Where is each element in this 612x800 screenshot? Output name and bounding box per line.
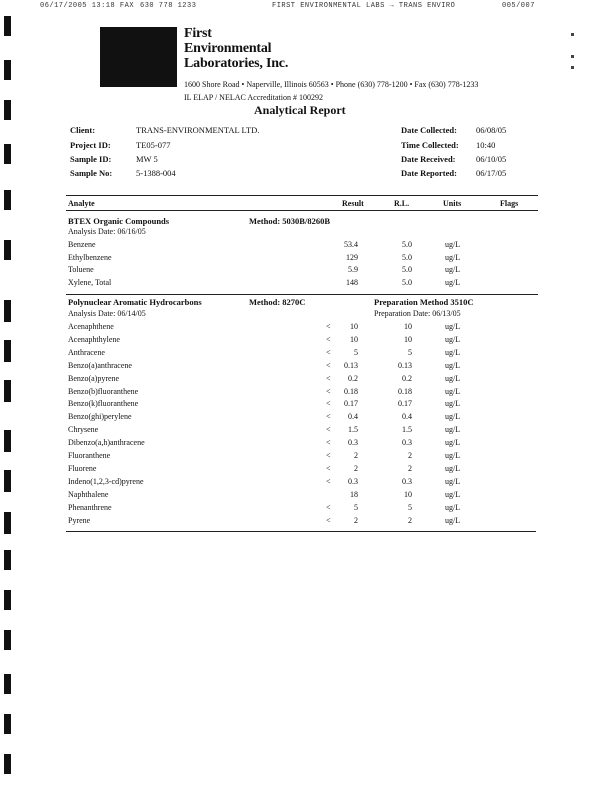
table-row (0, 412, 612, 424)
fax-sender: FIRST ENVIRONMENTAL LABS → TRANS ENVIRO (272, 2, 456, 10)
units-cell: ug/L (445, 347, 461, 357)
result-cell: 2 (354, 515, 358, 525)
analyte-cell: Acenaphthene (68, 322, 114, 331)
qualifier-cell: < (326, 412, 331, 422)
rl-cell: 5.0 (402, 252, 412, 262)
qualifier-cell: < (326, 322, 331, 331)
analyte-cell: Acenaphthylene (68, 334, 120, 344)
units-cell: ug/L (445, 373, 461, 383)
rl-cell: 0.3 (402, 476, 412, 486)
rl-cell: 0.17 (398, 399, 412, 409)
col-analyte: Analyte (68, 199, 95, 208)
table-row (0, 265, 612, 277)
units-cell: ug/L (445, 463, 461, 473)
units-cell: ug/L (445, 425, 461, 435)
lab-name-line1: First (184, 26, 212, 41)
lab-name-line3: Laboratories, Inc. (184, 56, 289, 71)
result-cell: 2 (354, 451, 358, 460)
section-divider (66, 294, 538, 295)
qualifier-cell: < (326, 386, 331, 396)
analyte-cell: Fluoranthene (68, 451, 111, 460)
rl-cell: 2 (408, 463, 412, 473)
analyte-cell: Dibenzo(a,h)anthracene (68, 438, 145, 448)
col-flags: Flags (500, 199, 519, 208)
lab-name-line2: Environmental (184, 41, 272, 56)
units-cell: ug/L (445, 489, 461, 499)
table-row (0, 278, 612, 290)
analyte-cell: Toluene (68, 265, 94, 275)
qualifier-cell: < (326, 334, 331, 344)
table-bottom-rule (66, 531, 536, 532)
table-row (0, 477, 612, 489)
lab-name (184, 26, 288, 71)
result-cell: 0.3 (348, 438, 358, 448)
result-cell: 129 (346, 252, 358, 262)
table-row (0, 438, 612, 450)
analyte-cell: Indeno(1,2,3-cd)pyrene (68, 476, 144, 486)
qualifier-cell: < (326, 502, 331, 512)
rl-cell: 2 (408, 515, 412, 525)
qualifier-cell: < (326, 360, 331, 370)
result-cell: 18 (350, 489, 358, 499)
units-cell: ug/L (445, 278, 461, 288)
units-cell: ug/L (445, 412, 461, 422)
client-value: TRANS-ENVIRONMENTAL LTD. (136, 125, 260, 135)
rl-cell: 5.0 (402, 265, 412, 275)
rl-cell: 10 (404, 334, 412, 344)
result-cell: 0.3 (348, 476, 358, 486)
rl-cell: 2 (408, 451, 412, 460)
qualifier-cell: < (326, 347, 331, 357)
btex-title: BTEX Organic Compounds (68, 216, 170, 226)
table-row (0, 348, 612, 360)
qualifier-cell: < (326, 451, 331, 460)
time-collected-label: Time Collected: (401, 140, 459, 150)
rl-cell: 10 (404, 489, 412, 499)
rl-cell: 5.0 (402, 240, 412, 249)
date-reported-value: 06/17/05 (476, 168, 507, 178)
project-value: TE05-077 (136, 140, 171, 150)
result-cell: 53.4 (344, 240, 358, 249)
table-row (0, 516, 612, 528)
rl-cell: 0.3 (402, 438, 412, 448)
units-cell: ug/L (445, 515, 461, 525)
analyte-cell: Ethylbenzene (68, 252, 112, 262)
analyte-cell: Anthracene (68, 347, 105, 357)
date-collected-value: 06/08/05 (476, 125, 507, 135)
pah-title: Polynuclear Aromatic Hydrocarbons (68, 297, 202, 307)
table-row (0, 322, 612, 334)
qualifier-cell: < (326, 476, 331, 486)
result-cell: 0.4 (348, 412, 358, 422)
rl-cell: 10 (404, 322, 412, 331)
qualifier-cell: < (326, 425, 331, 435)
sample-id-label: Sample ID: (70, 154, 112, 164)
result-cell: 0.2 (348, 373, 358, 383)
table-row (0, 425, 612, 437)
table-row (0, 387, 612, 399)
analyte-cell: Fluorene (68, 463, 97, 473)
qualifier-cell: < (326, 373, 331, 383)
pah-prep-date: Preparation Date: 06/13/05 (374, 309, 461, 318)
project-label: Project ID: (70, 140, 111, 150)
result-cell: 5 (354, 502, 358, 512)
qualifier-cell: < (326, 438, 331, 448)
qualifier-cell: < (326, 399, 331, 409)
header-bottom-rule (66, 210, 538, 211)
analyte-cell: Xylene, Total (68, 278, 112, 288)
rl-cell: 5 (408, 502, 412, 512)
table-row (0, 503, 612, 515)
rl-cell: 5 (408, 347, 412, 357)
result-cell: 10 (350, 322, 358, 331)
units-cell: ug/L (445, 399, 461, 409)
header-top-rule (66, 195, 538, 196)
units-cell: ug/L (445, 476, 461, 486)
client-label: Client: (70, 125, 96, 135)
table-row (0, 399, 612, 411)
btex-analysis-date: Analysis Date: 06/16/05 (68, 227, 146, 236)
pah-method: Method: 8270C (249, 297, 306, 307)
rl-cell: 0.2 (402, 373, 412, 383)
result-cell: 10 (350, 334, 358, 344)
col-units: Units (443, 199, 462, 208)
sample-no-value: 5-1388-004 (136, 168, 176, 178)
col-result: Result (342, 199, 364, 208)
col-rl: R.L. (394, 199, 410, 208)
table-row (0, 253, 612, 265)
btex-method: Method: 5030B/8260B (249, 216, 330, 226)
sample-no-label: Sample No: (70, 168, 113, 178)
units-cell: ug/L (445, 252, 461, 262)
rl-cell: 1.5 (402, 425, 412, 435)
table-row (0, 240, 612, 252)
result-cell: 148 (346, 278, 358, 288)
units-cell: ug/L (445, 265, 461, 275)
table-row (0, 361, 612, 373)
table-row (0, 451, 612, 463)
lab-logo (100, 27, 177, 87)
units-cell: ug/L (445, 386, 461, 396)
analyte-cell: Benzo(a)pyrene (68, 373, 120, 383)
fax-phone: 630 778 1233 (140, 2, 197, 10)
time-collected-value: 10:40 (476, 140, 496, 150)
pah-prep-method: Preparation Method 3510C (374, 297, 474, 307)
units-cell: ug/L (445, 438, 461, 448)
result-cell: 0.17 (344, 399, 358, 409)
table-row (0, 374, 612, 386)
table-row (0, 335, 612, 347)
result-cell: 0.13 (344, 360, 358, 370)
analyte-cell: Benzo(k)fluoranthene (68, 399, 139, 409)
table-row (0, 464, 612, 476)
qualifier-cell: < (326, 515, 331, 525)
sample-id-value: MW 5 (136, 154, 158, 164)
lab-accreditation: IL ELAP / NELAC Accreditation # 100292 (184, 93, 323, 102)
analyte-cell: Phenanthrene (68, 502, 112, 512)
units-cell: ug/L (445, 334, 461, 344)
units-cell: ug/L (445, 451, 461, 460)
lab-address: 1600 Shore Road • Naperville, Illinois 60563 • Phone (630) 778-1200 • Fax (630) 778-1233 (184, 80, 479, 89)
qualifier-cell: < (326, 463, 331, 473)
analyte-cell: Benzo(ghi)perylene (68, 412, 132, 422)
units-cell: ug/L (445, 240, 461, 249)
date-received-value: 06/10/05 (476, 154, 507, 164)
result-cell: 5 (354, 347, 358, 357)
result-cell: 0.18 (344, 386, 358, 396)
report-title: Analytical Report (254, 103, 346, 117)
analyte-cell: Naphthalene (68, 489, 109, 499)
rl-cell: 0.13 (398, 360, 412, 370)
analyte-cell: Benzene (68, 240, 96, 249)
pah-analysis-date: Analysis Date: 06/14/05 (68, 309, 146, 318)
result-cell: 5.9 (348, 265, 358, 275)
table-row (0, 490, 612, 502)
units-cell: ug/L (445, 502, 461, 512)
analyte-cell: Benzo(b)fluoranthene (68, 386, 139, 396)
rl-cell: 0.4 (402, 412, 412, 422)
rl-cell: 5.0 (402, 278, 412, 288)
date-received-label: Date Received: (401, 154, 456, 164)
fax-page: 005/007 (502, 2, 535, 10)
result-cell: 1.5 (348, 425, 358, 435)
fax-datetime: 06/17/2005 13:18 FAX (40, 2, 135, 10)
units-cell: ug/L (445, 322, 461, 331)
date-reported-label: Date Reported: (401, 168, 457, 178)
analyte-cell: Pyrene (68, 515, 91, 525)
result-cell: 2 (354, 463, 358, 473)
analyte-cell: Benzo(a)anthracene (68, 360, 132, 370)
analyte-cell: Chrysene (68, 425, 99, 435)
date-collected-label: Date Collected: (401, 125, 457, 135)
units-cell: ug/L (445, 360, 461, 370)
rl-cell: 0.18 (398, 386, 412, 396)
